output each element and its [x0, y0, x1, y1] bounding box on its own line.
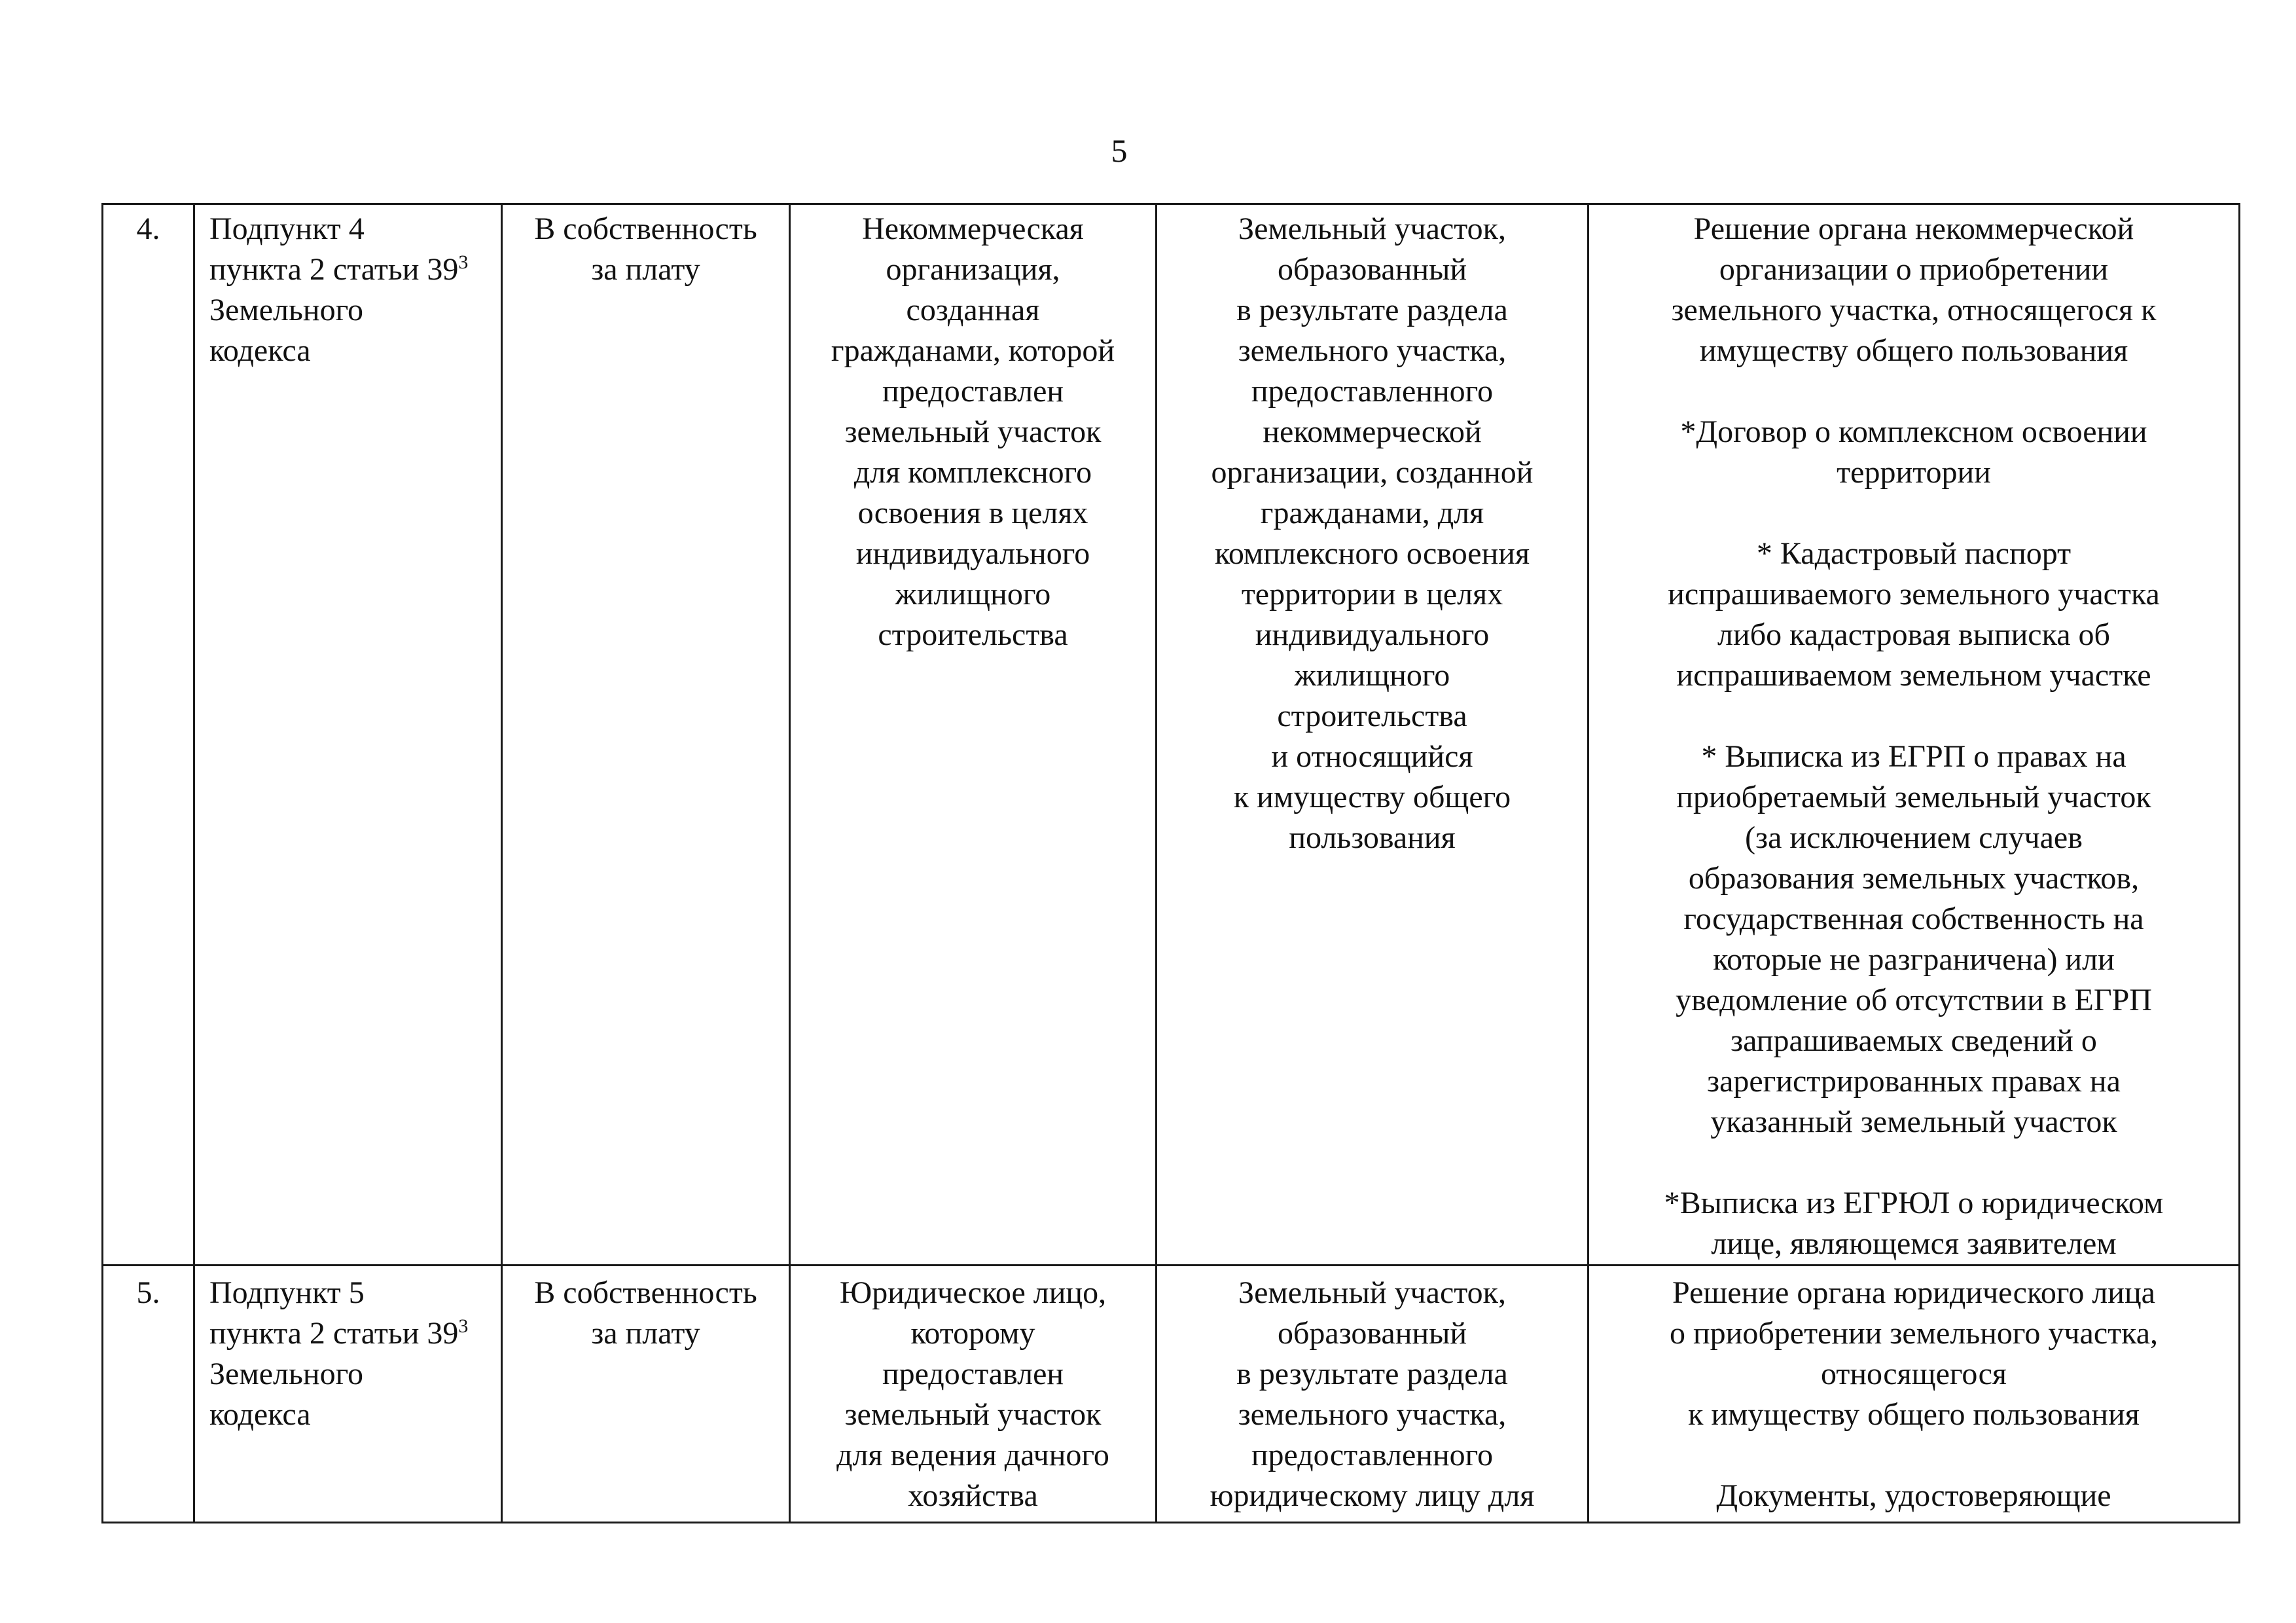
document-item: *Договор о комплексном освоении территории: [1680, 414, 2147, 490]
table-row: [103, 1266, 2240, 1523]
right-type-cell: [502, 1266, 790, 1523]
document-item: * Выписка из ЕГРП о правах на приобретаемый земельный участок (за исключением случаев образования земельных участков, государственная собственность на которые не разграничена) или уведомление об отсутствии в ЕГРП запрашиваемых сведений о зарегистрированных правах на указанный земельный участок: [1676, 739, 2152, 1139]
legal-basis-tail: Земельного кодекса: [209, 293, 364, 368]
table-row: [103, 204, 2240, 1266]
documents-cell: [1588, 204, 2240, 1266]
legal-basis: [209, 1273, 492, 1435]
right-type: В собственность за плату: [534, 211, 757, 287]
document-item: Документы, удостоверяющие: [1716, 1478, 2111, 1513]
page-number: 5: [1111, 132, 1128, 169]
legal-basis-tail: Земельного кодекса: [209, 1357, 364, 1432]
right-type-cell: [502, 204, 790, 1266]
legal-basis-cell: [194, 1266, 502, 1523]
documents-cell: [1588, 1266, 2240, 1523]
applicant-cell: [790, 204, 1157, 1266]
legal-basis-main: Подпункт 4 пункта 2 статьи 39: [209, 211, 459, 287]
row-number: 4.: [136, 211, 160, 246]
legal-basis-main: Подпункт 5 пункта 2 статьи 39: [209, 1275, 459, 1351]
document-item: *Выписка из ЕГРЮЛ о юридическом лице, являющемся заявителем: [1664, 1186, 2164, 1261]
land-plot-cell: [1157, 1266, 1588, 1523]
legal-basis: [209, 209, 492, 371]
land-plot-table: [101, 203, 2240, 1523]
land-plot: Земельный участок, образованный в результате раздела земельного участка, предоставленного некоммерческой организации, созданной гражданами, для комплексного освоения территории в целях индивидуального жилищного строительства и относящийся к имуществу общего пользования: [1211, 211, 1534, 855]
applicant-cell: [790, 1266, 1157, 1523]
article-superscript: 3: [458, 251, 469, 273]
row-number-cell: [103, 204, 194, 1266]
right-type: В собственность за плату: [534, 1275, 757, 1351]
row-number: 5.: [136, 1275, 160, 1310]
document-item: Решение органа некоммерческой организации о приобретении земельного участка, относящегося к имуществу общего пользования: [1671, 211, 2157, 368]
row-number-cell: [103, 1266, 194, 1523]
article-superscript: 3: [458, 1315, 469, 1337]
legal-basis-cell: [194, 204, 502, 1266]
land-plot: Земельный участок, образованный в результате раздела земельного участка, предоставленного юридическому лицу для: [1210, 1275, 1535, 1513]
document-item: Решение органа юридического лица о приобретении земельного участка, относящегося к имуществу общего пользования: [1669, 1275, 2159, 1432]
applicant: Некоммерческая организация, созданная гражданами, которой предоставлен земельный участок для комплексного освоения в целях индивидуального жилищного строительства: [831, 211, 1115, 652]
document-item: * Кадастровый паспорт испрашиваемого земельного участка либо кадастровая выписка об испрашиваемом земельном участке: [1668, 536, 2160, 693]
land-plot-cell: [1157, 204, 1588, 1266]
applicant: Юридическое лицо, которому предоставлен земельный участок для ведения дачного хозяйства: [836, 1275, 1109, 1513]
